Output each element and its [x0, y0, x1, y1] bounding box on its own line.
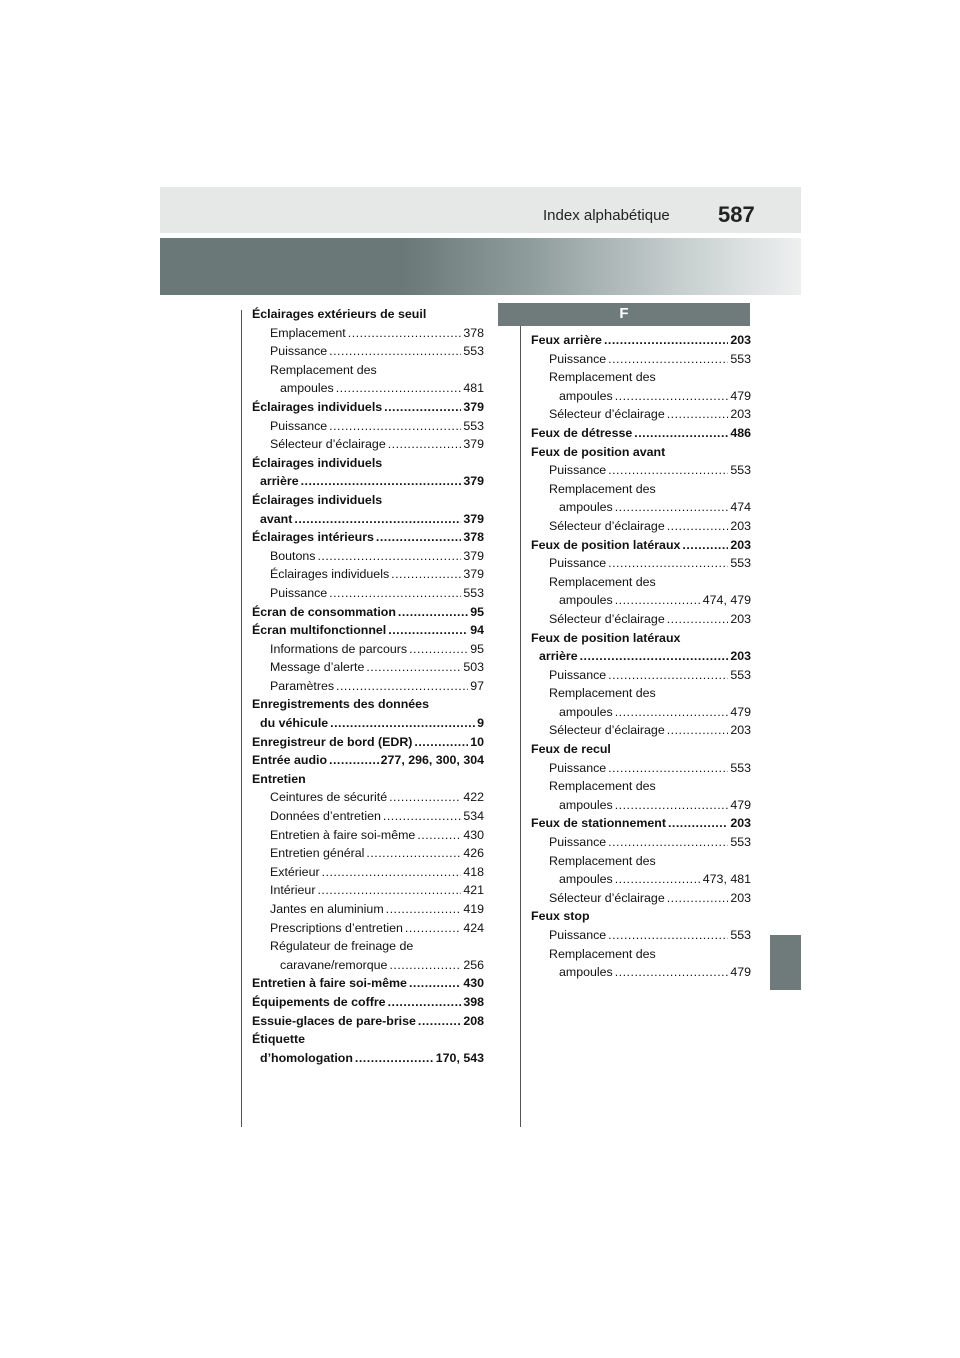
dot-leader — [330, 714, 475, 733]
index-entry — [531, 554, 751, 573]
entry-text: Emplacement — [270, 325, 346, 340]
index-entry — [252, 547, 484, 566]
index-entry — [252, 733, 484, 752]
entry-text: Régulateur de freinage de — [270, 939, 414, 954]
entry-text: Entrée audio — [252, 753, 328, 768]
index-entry — [252, 863, 484, 882]
entry-text: Écran multifonctionnel — [252, 623, 387, 638]
index-entry — [252, 603, 484, 622]
index-entry — [531, 945, 751, 964]
entry-text: Éclairages extérieurs de seuil — [252, 307, 427, 321]
dot-leader — [336, 677, 468, 696]
index-entry — [531, 331, 751, 350]
dot-leader — [301, 472, 462, 491]
entry-text: Feux stop — [531, 909, 590, 924]
entry-page-ref[interactable]: 379 — [463, 474, 484, 489]
entry-text: Entretien à faire soi-même — [252, 976, 407, 991]
entry-text: Éclairages individuels — [270, 567, 390, 582]
index-entry — [531, 852, 751, 871]
entry-page-ref[interactable]: 208 — [463, 1013, 484, 1028]
entry-text: Enregistreur de bord (EDR) — [252, 734, 413, 749]
entry-page-ref[interactable]: 426 — [463, 846, 484, 861]
dot-leader — [608, 461, 728, 480]
index-entry — [531, 721, 751, 740]
entry-text: Éclairages individuels — [252, 399, 383, 414]
index-entry — [252, 398, 484, 417]
dot-leader — [615, 703, 729, 722]
page-number: 587 — [718, 202, 755, 227]
dot-leader — [388, 435, 462, 454]
index-entry — [252, 677, 484, 696]
index-entry — [252, 1030, 484, 1049]
entry-text: Feux de recul — [531, 742, 611, 757]
entry-text: Équipements de coffre — [252, 994, 386, 1009]
index-entry — [531, 610, 751, 629]
index-entry — [252, 417, 484, 436]
entry-page-ref[interactable]: 95 — [470, 641, 484, 656]
index-entry — [531, 833, 751, 852]
entry-text: ampoules — [280, 381, 334, 396]
entry-text: Ceintures de sécurité — [270, 790, 388, 805]
index-entry — [531, 573, 751, 592]
index-entry — [252, 881, 484, 900]
entry-text: Sélecteur d’éclairage — [549, 407, 665, 422]
index-entry — [252, 640, 484, 659]
entry-page-ref[interactable]: 553 — [463, 585, 484, 600]
entry-text: Feux arrière — [531, 333, 602, 347]
entry-text: Puissance — [549, 463, 607, 478]
dot-leader — [667, 517, 729, 536]
dot-leader — [388, 993, 462, 1012]
entry-text: Essuie-glaces de pare-brise — [252, 1013, 416, 1028]
index-entry — [531, 629, 751, 648]
dot-leader — [391, 565, 461, 584]
entry-page-ref[interactable]: 479 — [730, 797, 751, 812]
index-entry — [252, 584, 484, 603]
entry-text: Puissance — [270, 585, 328, 600]
index-entry — [252, 844, 484, 863]
entry-page-ref[interactable]: 422 — [463, 790, 484, 805]
index-entry — [531, 536, 751, 555]
dot-leader — [389, 956, 461, 975]
dot-leader — [667, 610, 729, 629]
entry-text: Entretien à faire soi-même — [270, 827, 416, 842]
dot-leader — [615, 498, 729, 517]
dot-leader — [634, 424, 728, 443]
dot-leader — [409, 640, 468, 659]
entry-page-ref[interactable]: 486 — [730, 425, 751, 440]
entry-text: ampoules — [559, 388, 613, 403]
index-entry — [252, 565, 484, 584]
entry-text: Remplacement des — [549, 370, 656, 385]
entry-text: Sélecteur d’éclairage — [549, 890, 665, 905]
index-entry — [252, 695, 484, 714]
index-entry — [531, 387, 751, 406]
entry-page-ref[interactable]: 553 — [730, 463, 751, 478]
entry-text: caravane/remorque — [280, 957, 388, 972]
dot-leader — [682, 536, 728, 555]
index-entry — [252, 974, 484, 993]
dot-leader — [376, 528, 461, 547]
entry-text: ampoules — [559, 797, 613, 812]
index-entry — [531, 926, 751, 945]
index-entry — [252, 361, 484, 380]
index-entry — [252, 528, 484, 547]
entry-page-ref[interactable]: 203 — [730, 723, 751, 738]
dot-leader — [294, 510, 461, 529]
entry-page-ref[interactable]: 203 — [730, 816, 751, 831]
entry-page-ref[interactable]: 256 — [463, 957, 484, 972]
entry-page-ref[interactable]: 378 — [463, 325, 484, 340]
entry-text: Paramètres — [270, 678, 335, 693]
dot-leader — [317, 547, 461, 566]
index-entry — [252, 956, 484, 975]
index-entry — [252, 1049, 484, 1068]
entry-page-ref[interactable]: 203 — [730, 407, 751, 422]
entry-page-ref[interactable]: 553 — [730, 556, 751, 571]
entry-page-ref[interactable]: 479 — [730, 704, 751, 719]
entry-text: Éclairages individuels — [252, 492, 383, 507]
dot-leader — [608, 759, 728, 778]
dot-leader — [580, 647, 729, 666]
dot-leader — [668, 814, 728, 833]
entry-text: Puissance — [549, 928, 607, 942]
entry-text: ampoules — [559, 500, 613, 515]
index-entry — [252, 714, 484, 733]
dot-leader — [383, 807, 461, 826]
entry-page-ref[interactable]: 95 — [470, 604, 484, 619]
entry-page-ref[interactable]: 203 — [730, 333, 751, 347]
index-entry — [531, 907, 751, 926]
index-entry — [252, 342, 484, 361]
dot-leader — [389, 788, 461, 807]
dot-leader — [608, 554, 728, 573]
index-entry — [531, 777, 751, 796]
dot-leader — [667, 405, 729, 424]
entry-text: Remplacement des — [549, 574, 656, 589]
index-column-right — [531, 331, 751, 982]
entry-page-ref[interactable]: 203 — [730, 611, 751, 626]
column-divider-left — [241, 310, 242, 1127]
entry-text: Feux de détresse — [531, 425, 633, 440]
index-column-left — [252, 305, 484, 1067]
index-entry — [531, 740, 751, 759]
entry-page-ref[interactable]: 479 — [730, 388, 751, 403]
section-letter-header: F — [498, 303, 750, 326]
entry-text: Remplacement des — [549, 779, 656, 794]
entry-text: ampoules — [559, 593, 613, 608]
dot-leader — [348, 324, 462, 343]
dot-leader — [615, 387, 729, 406]
index-entry — [252, 305, 484, 324]
dot-leader — [608, 666, 728, 685]
entry-page-ref[interactable]: 97 — [470, 678, 484, 693]
index-entry — [531, 814, 751, 833]
entry-page-ref[interactable]: 379 — [463, 511, 484, 526]
entry-page-ref[interactable]: 94 — [470, 623, 484, 638]
entry-text: Boutons — [270, 548, 316, 563]
entry-page-ref[interactable]: 553 — [730, 760, 751, 775]
entry-page-ref[interactable]: 473, 481 — [702, 872, 751, 887]
entry-text: Puissance — [270, 344, 328, 359]
dot-leader — [615, 591, 701, 610]
entry-text: Extérieur — [270, 864, 320, 879]
index-entry — [252, 379, 484, 398]
entry-page-ref[interactable]: 419 — [463, 902, 484, 916]
entry-text: Éclairages intérieurs — [252, 530, 374, 545]
dot-leader — [366, 658, 461, 677]
entry-text: Message d’alerte — [270, 660, 365, 675]
entry-text: Informations de parcours — [270, 641, 408, 656]
entry-page-ref[interactable]: 430 — [463, 976, 484, 991]
index-entry — [531, 424, 751, 443]
dot-leader — [608, 926, 728, 945]
index-entry — [531, 405, 751, 424]
index-entry — [252, 324, 484, 343]
index-entry — [252, 510, 484, 529]
index-entry — [252, 807, 484, 826]
dot-leader — [409, 974, 461, 993]
entry-page-ref[interactable]: 479 — [730, 965, 751, 980]
entry-text: Entretien — [252, 771, 306, 786]
entry-text: Puissance — [549, 351, 607, 366]
entry-text: Remplacement des — [270, 362, 377, 377]
entry-text: Remplacement des — [549, 481, 656, 496]
index-entry — [252, 900, 484, 919]
entry-page-ref[interactable]: 418 — [463, 864, 484, 879]
entry-page-ref[interactable]: 534 — [463, 809, 484, 824]
entry-page-ref[interactable]: 553 — [730, 667, 751, 682]
dot-leader — [322, 863, 462, 882]
entry-text: Remplacement des — [549, 853, 656, 868]
entry-page-ref[interactable]: 379 — [463, 437, 484, 452]
decorative-gradient-band — [160, 238, 801, 295]
entry-text: Enregistrements des données — [252, 697, 429, 712]
entry-text: Feux de position latéraux — [531, 537, 681, 552]
entry-text: Puissance — [549, 835, 607, 850]
dot-leader — [608, 350, 728, 369]
entry-text: Puissance — [549, 760, 607, 775]
index-entry — [252, 1012, 484, 1031]
entry-text: d’homologation — [260, 1050, 353, 1065]
dot-leader — [615, 796, 729, 815]
entry-text: Intérieur — [270, 883, 316, 898]
entry-text: Remplacement des — [549, 946, 656, 961]
index-entry — [252, 919, 484, 938]
index-entry — [531, 480, 751, 499]
entry-text: Éclairages individuels — [252, 455, 383, 470]
index-entry — [531, 684, 751, 703]
entry-text: Puissance — [270, 418, 328, 433]
entry-page-ref[interactable]: 481 — [463, 381, 484, 396]
entry-page-ref[interactable]: 9 — [477, 716, 484, 731]
entry-page-ref[interactable]: 203 — [730, 890, 751, 905]
index-entry — [252, 621, 484, 640]
index-entry — [252, 491, 484, 510]
entry-text: Sélecteur d’éclairage — [549, 518, 665, 533]
index-entry — [252, 751, 484, 770]
entry-page-ref[interactable]: 430 — [463, 827, 484, 842]
dot-leader — [329, 584, 461, 603]
index-entry — [531, 963, 751, 982]
dot-leader — [355, 1049, 434, 1068]
entry-text: Puissance — [549, 667, 607, 682]
dot-leader — [398, 603, 468, 622]
dot-leader — [386, 900, 462, 919]
dot-leader — [366, 844, 461, 863]
index-entry — [531, 796, 751, 815]
entry-page-ref[interactable]: 203 — [730, 649, 751, 664]
entry-text: Sélecteur d’éclairage — [549, 611, 665, 626]
index-entry — [531, 368, 751, 387]
entry-text: Sélecteur d’éclairage — [270, 437, 386, 452]
entry-page-ref[interactable]: 379 — [463, 567, 484, 582]
entry-page-ref[interactable]: 170, 543 — [435, 1050, 484, 1065]
index-entry — [531, 870, 751, 889]
entry-text: arrière — [539, 649, 578, 664]
entry-text: Écran de consommation — [252, 604, 396, 619]
index-entry — [531, 498, 751, 517]
dot-leader — [604, 331, 728, 350]
index-entry — [252, 472, 484, 491]
index-entry — [531, 703, 751, 722]
dot-leader — [417, 826, 461, 845]
entry-page-ref[interactable]: 553 — [730, 351, 751, 366]
entry-page-ref[interactable]: 379 — [463, 548, 484, 563]
entry-page-ref[interactable]: 553 — [730, 835, 751, 850]
dot-leader — [329, 751, 379, 770]
column-divider-middle — [520, 310, 521, 1127]
index-entry — [531, 666, 751, 685]
entry-page-ref[interactable]: 203 — [730, 537, 751, 552]
entry-page-ref[interactable]: 474, 479 — [702, 593, 751, 608]
entry-text: Remplacement des — [549, 686, 656, 701]
entry-text: avant — [260, 511, 293, 526]
index-entry — [252, 826, 484, 845]
entry-text: Puissance — [549, 556, 607, 571]
entry-text: Entretien général — [270, 846, 365, 861]
entry-page-ref[interactable]: 421 — [463, 883, 484, 898]
entry-page-ref[interactable]: 277, 296, 300, 304 — [380, 753, 484, 768]
index-entry — [531, 647, 751, 666]
entry-page-ref[interactable]: 553 — [730, 928, 751, 942]
dot-leader — [405, 919, 461, 938]
dot-leader — [418, 1012, 461, 1031]
index-entry — [531, 889, 751, 908]
entry-text: Feux de position avant — [531, 444, 666, 459]
index-entry — [531, 517, 751, 536]
dot-leader — [608, 833, 728, 852]
dot-leader — [667, 889, 729, 908]
entry-text: ampoules — [559, 704, 613, 719]
index-entry — [531, 591, 751, 610]
entry-page-ref[interactable]: 474 — [730, 500, 751, 515]
dot-leader — [317, 881, 461, 900]
entry-page-ref[interactable]: 503 — [463, 660, 484, 675]
index-entry — [252, 454, 484, 473]
entry-text: ampoules — [559, 872, 613, 887]
entry-page-ref[interactable]: 553 — [463, 418, 484, 433]
entry-page-ref[interactable]: 553 — [463, 344, 484, 359]
entry-text: Feux de stationnement — [531, 816, 666, 831]
entry-page-ref[interactable]: 10 — [470, 734, 484, 749]
header-band — [160, 187, 801, 233]
index-entry — [252, 770, 484, 789]
entry-page-ref[interactable]: 378 — [463, 530, 484, 545]
entry-page-ref[interactable]: 398 — [463, 994, 484, 1009]
entry-text: du véhicule — [260, 716, 329, 731]
entry-text: Prescriptions d’entretien — [270, 920, 403, 935]
index-entry — [531, 443, 751, 462]
entry-text: Étiquette — [252, 1032, 306, 1047]
entry-text: Données d’entretien — [270, 809, 381, 824]
dot-leader — [667, 721, 729, 740]
dot-leader — [615, 870, 701, 889]
dot-leader — [329, 342, 461, 361]
dot-leader — [615, 963, 729, 982]
index-entry — [531, 759, 751, 778]
index-entry — [252, 435, 484, 454]
entry-page-ref[interactable]: 424 — [463, 920, 484, 935]
entry-page-ref[interactable]: 203 — [730, 518, 751, 533]
index-entry — [252, 658, 484, 677]
index-entry — [252, 937, 484, 956]
dot-leader — [329, 417, 461, 436]
index-entry — [531, 350, 751, 369]
entry-text: Feux de position latéraux — [531, 630, 681, 645]
thumb-index-tab — [770, 935, 801, 990]
dot-leader — [384, 398, 461, 417]
page-title: Index alphabétique — [543, 207, 670, 224]
entry-text: Jantes en aluminium — [270, 902, 384, 916]
index-entry — [531, 461, 751, 480]
index-entry — [252, 788, 484, 807]
dot-leader — [336, 379, 462, 398]
entry-text: arrière — [260, 474, 299, 489]
entry-text: ampoules — [559, 965, 613, 980]
index-entry — [252, 993, 484, 1012]
dot-leader — [414, 733, 468, 752]
entry-page-ref[interactable]: 379 — [463, 399, 484, 414]
dot-leader — [388, 621, 468, 640]
entry-text: Sélecteur d’éclairage — [549, 723, 665, 738]
